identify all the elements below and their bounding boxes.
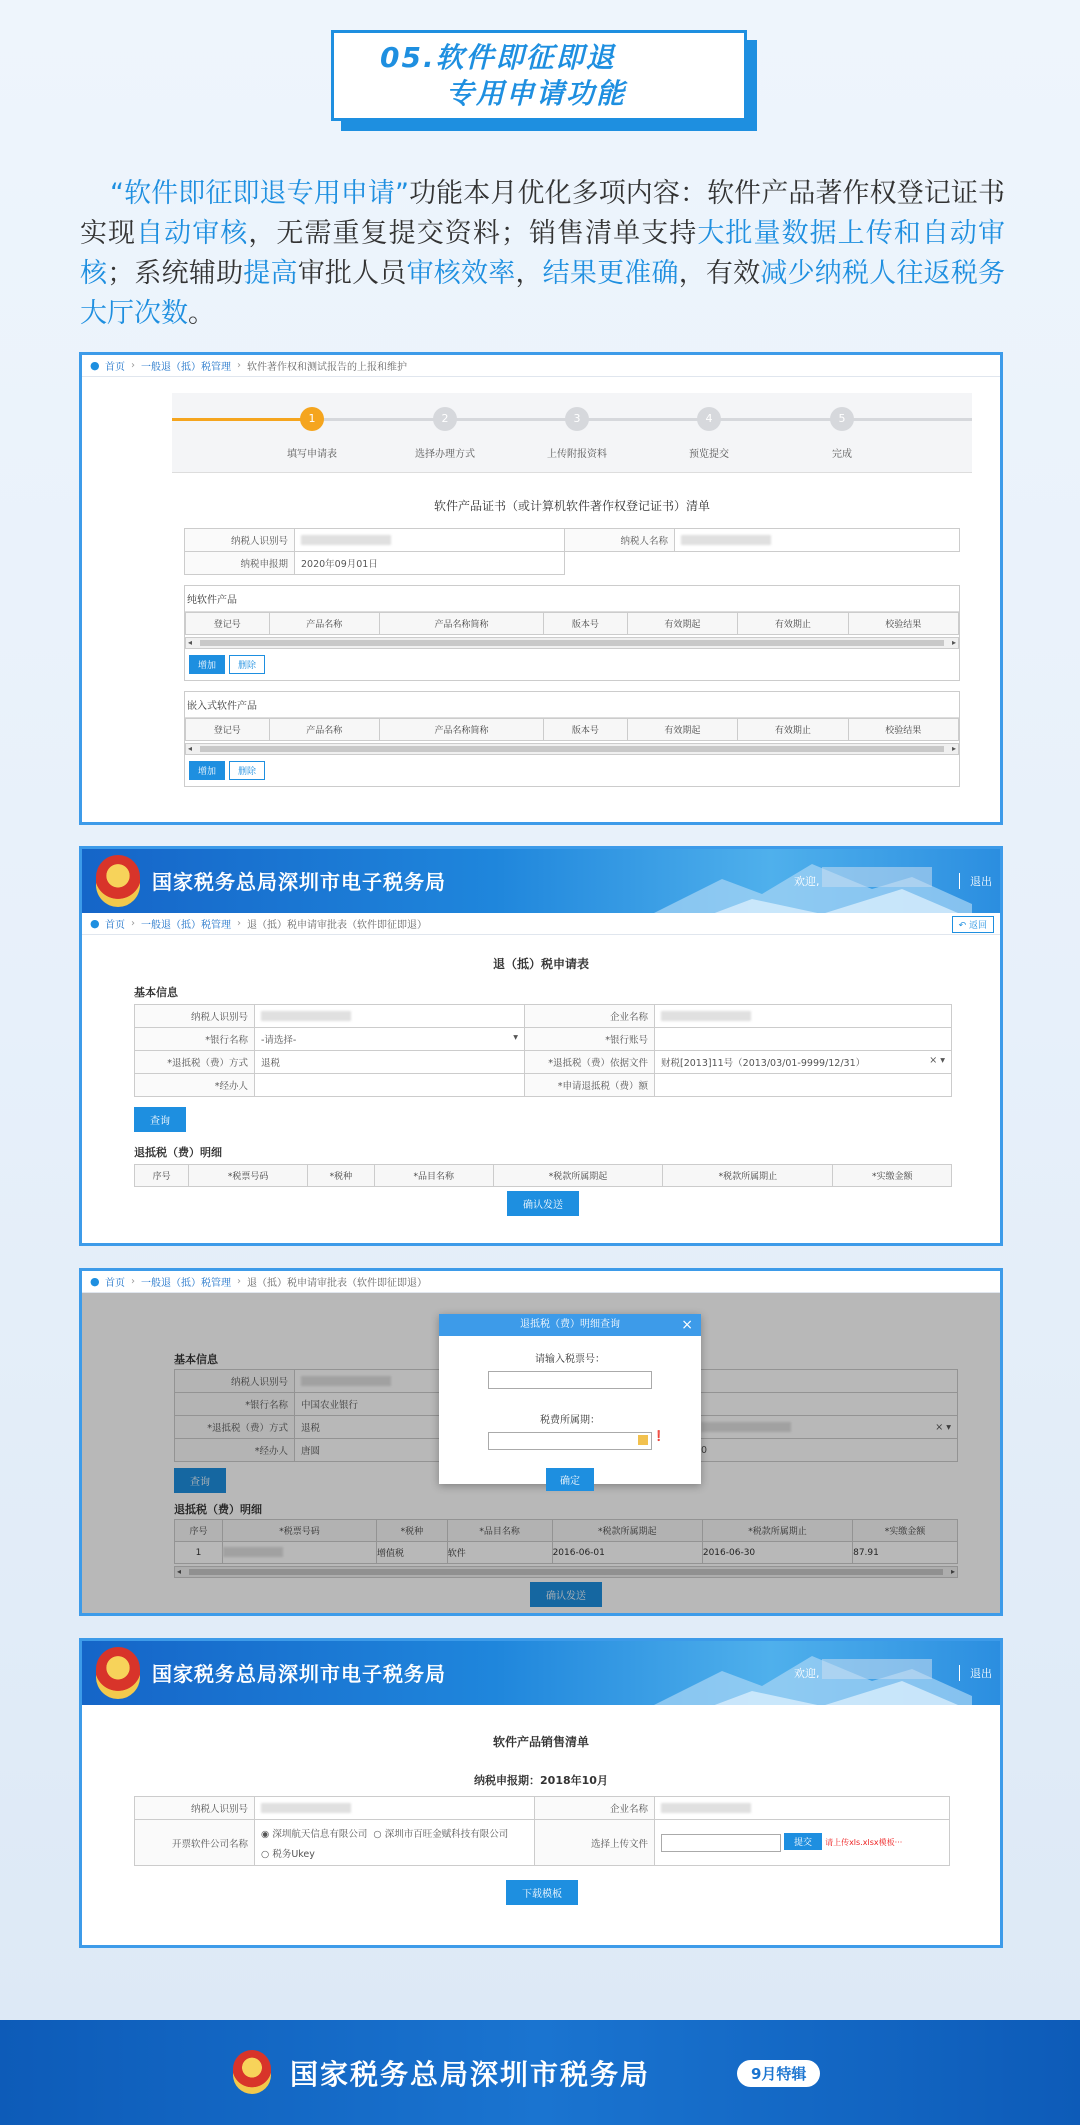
period-label: 纳税申报期：2018年10月 [474, 1774, 608, 1787]
company-field[interactable] [655, 1797, 950, 1820]
upload-cell [655, 1820, 950, 1866]
intro-text: ，有效 [678, 258, 761, 289]
refund-amount-field[interactable]: 0 [695, 1439, 958, 1462]
label-bank-name: *银行名称 [135, 1028, 255, 1051]
billing-software-options [255, 1820, 535, 1866]
intro-quote: “软件即征即退专用申请” [110, 178, 409, 209]
clear-dropdown-icon: × ▾ [929, 1055, 945, 1066]
breadcrumb: ● 首页 › 一般退（抵）税管理 › 退（抵）税申请审批表（软件即征即退） ↶ 返回 [82, 913, 1000, 935]
radio[interactable]: ○ [373, 1828, 385, 1840]
refund-amount-field[interactable] [655, 1074, 952, 1097]
screenshot-refund-detail-query [79, 1268, 1003, 1616]
confirm-send-button[interactable]: 确认发送 [530, 1582, 602, 1607]
delete-button[interactable]: 删除 [229, 655, 265, 674]
step-1: 1 填写申请表 [267, 407, 357, 460]
col-header: 有效期起 [627, 613, 737, 635]
col-header: 登记号 [186, 613, 270, 635]
footer-title: 国家税务总局深圳市税务局 [290, 2058, 651, 2091]
label-billing-software: 开票软件公司名称 [135, 1820, 255, 1866]
back-arrow-icon: ↶ [958, 921, 969, 931]
horizontal-scrollbar[interactable]: ◂ ▸ [185, 743, 959, 755]
site-title: 国家税务总局深圳市电子税务局 [152, 1662, 446, 1686]
label-taxpayer-id: 纳税人识别号 [135, 1797, 255, 1820]
basis-doc-select[interactable]: 财税[2013]11号（2013/03/01-9999/12/31） × ▾ [655, 1051, 952, 1074]
screenshot-refund-application [79, 846, 1003, 1246]
col-header: *税种 [377, 1520, 448, 1542]
screenshot-certificate-list [79, 352, 1003, 825]
national-emblem-icon [96, 855, 140, 907]
intro-text: ， [515, 258, 543, 289]
bank-field[interactable]: 中国农业银行 [295, 1393, 565, 1416]
step-5: 5 完成 [797, 407, 887, 460]
breadcrumb-refund[interactable]: 一般退（抵）税管理 [141, 362, 231, 373]
national-emblem-icon [96, 1647, 140, 1699]
col-header: *品目名称 [447, 1520, 552, 1542]
ticket-number-input[interactable] [488, 1371, 652, 1389]
label-taxpayer-id: 纳税人识别号 [175, 1370, 295, 1393]
file-input[interactable] [661, 1834, 781, 1852]
label-refund-method: *退抵税（费）方式 [135, 1051, 255, 1074]
section-title [331, 30, 757, 131]
label-upload-file: 选择上传文件 [535, 1820, 655, 1866]
screenshot-sales-list [79, 1638, 1003, 1948]
breadcrumb-home[interactable]: 首页 [105, 362, 125, 373]
add-button[interactable]: 增加 [189, 655, 225, 674]
breadcrumb-current: 退（抵）税申请审批表（软件即征即退） [247, 920, 427, 931]
calendar-icon[interactable] [638, 1435, 648, 1445]
refund-method-field[interactable]: 退税 [295, 1416, 565, 1439]
option-label: 税务Ukey [272, 1848, 315, 1860]
clear-dropdown-icon: × ▾ [935, 1421, 951, 1433]
dropdown-arrow-icon: ▾ [513, 1032, 518, 1043]
label-taxpayer-name: 纳税人名称 [565, 529, 675, 552]
company-field[interactable] [655, 1005, 952, 1028]
refund-method-field[interactable]: 退税 [255, 1051, 525, 1074]
radio[interactable]: ○ [261, 1848, 273, 1860]
breadcrumb-home[interactable]: 首页 [105, 920, 125, 931]
breadcrumb-home[interactable]: 首页 [105, 1278, 125, 1289]
pure-software-section [184, 585, 960, 681]
col-header: 序号 [175, 1520, 223, 1542]
issue-badge: 9月特辑 [737, 2060, 820, 2087]
col-header: 产品名称 [269, 719, 379, 741]
label-company: 企业名称 [535, 1797, 655, 1820]
col-header: *税票号码 [223, 1520, 377, 1542]
label-bank-name: *银行名称 [175, 1393, 295, 1416]
horizontal-scrollbar[interactable]: ◂ ▸ [174, 1566, 958, 1578]
welcome-text: 欢迎, [794, 875, 820, 888]
modal-label-ticket: 请输入税票号： [535, 1354, 605, 1365]
confirm-send-button[interactable]: 确认发送 [507, 1191, 579, 1216]
step-progress [172, 393, 972, 473]
form-title: 软件产品销售清单 [492, 1735, 589, 1749]
taxpayer-id-field[interactable] [255, 1005, 525, 1028]
form-area [172, 393, 972, 817]
radio-selected[interactable]: ◉ [261, 1828, 273, 1840]
intro-highlight: 结果更准确 [542, 258, 679, 289]
site-banner [82, 1641, 1000, 1705]
col-header: *税款所属期止 [702, 1520, 852, 1542]
form-title: 退（抵）税申请表 [492, 957, 589, 971]
label-period: 纳税申报期 [185, 552, 295, 575]
intro-highlight: 大批量数据上传和自动审核 [80, 218, 1005, 289]
embedded-software-grid [185, 718, 959, 741]
embedded-software-section [184, 691, 960, 787]
col-header: 校验结果 [848, 613, 958, 635]
label-refund-amount: *申请退抵税（费）额 [525, 1074, 655, 1097]
col-header: 版本号 [544, 613, 628, 635]
submit-upload-button[interactable]: 提交 [784, 1833, 822, 1850]
section-heading: 嵌入式软件产品 [185, 692, 959, 718]
back-button[interactable]: ↶ 返回 [952, 916, 994, 933]
col-header: *税票号码 [189, 1165, 308, 1187]
bank-select[interactable]: -请选择- ▾ [255, 1028, 525, 1051]
add-button[interactable]: 增加 [189, 761, 225, 780]
logout-link[interactable]: 退出 [959, 1665, 992, 1681]
page-footer [0, 2020, 1080, 2125]
user-name-blurred [822, 1659, 932, 1679]
title-box [331, 30, 747, 121]
col-header: *税种 [307, 1165, 374, 1187]
basic-info-heading: 基本信息 [174, 1353, 218, 1366]
intro-text: ，无需重复提交资料；销售清单支持 [248, 218, 698, 249]
label-taxpayer-id: 纳税人识别号 [185, 529, 295, 552]
site-title: 国家税务总局深圳市电子税务局 [152, 870, 446, 894]
col-header: *税款所属期起 [552, 1520, 702, 1542]
breadcrumb-current: 退（抵）税申请审批表（软件即征即退） [247, 1278, 427, 1289]
intro-text: 审批人员 [297, 258, 407, 289]
logout-link[interactable]: 退出 [959, 873, 992, 889]
table-row[interactable]: 1 增值税 软件 2016-06-01 2016-06-30 87.91 [175, 1542, 958, 1564]
tax-period-input[interactable] [488, 1431, 665, 1450]
label-company: 企业名称 [525, 1005, 655, 1028]
location-pin-icon: ● [90, 1275, 100, 1288]
intro-text: 。 [188, 298, 215, 329]
intro-highlight: 减少纳税人往返税务大厅次数 [80, 258, 1006, 329]
step-3: 3 上传附报资料 [532, 407, 622, 460]
col-header: *实缴金额 [833, 1165, 952, 1187]
label-taxpayer-id: 纳税人识别号 [135, 1005, 255, 1028]
col-header: *品目名称 [374, 1165, 493, 1187]
site-banner [82, 849, 1000, 913]
handler-field[interactable] [255, 1074, 525, 1097]
query-button[interactable]: 查询 [174, 1468, 226, 1493]
intro-text: 功能本月优化多项内容：软件产品著作权登记证书实现 [80, 178, 1005, 249]
breadcrumb-refund[interactable]: 一般退（抵）税管理 [141, 1278, 231, 1289]
intro-paragraph [80, 174, 1005, 334]
taxpayer-info-table [184, 528, 960, 575]
detail-heading: 退抵税（费）明细 [174, 1503, 262, 1516]
modal-label-period: 税费所属期： [540, 1415, 600, 1426]
delete-button[interactable]: 删除 [229, 761, 265, 780]
section-heading: 纯软件产品 [185, 586, 959, 612]
breadcrumb-refund[interactable]: 一般退（抵）税管理 [141, 920, 231, 931]
title-line-2: 专用申请功能 [446, 76, 627, 110]
intro-highlight: 自动审核 [136, 218, 249, 249]
national-emblem-icon [233, 2050, 271, 2094]
welcome-text: 欢迎, [794, 1667, 820, 1680]
col-header: 产品名称简称 [380, 719, 544, 741]
download-template-button[interactable]: 下载模板 [506, 1880, 578, 1905]
label-bank-account: *银行账号 [525, 1028, 655, 1051]
col-header: *税款所属期止 [663, 1165, 833, 1187]
intro-text: ；系统辅助 [107, 258, 244, 289]
col-header: 登记号 [186, 719, 270, 741]
intro-highlight: 审核效率 [406, 258, 516, 289]
label-handler: *经办人 [135, 1074, 255, 1097]
user-name-blurred [822, 867, 932, 887]
col-header: *税款所属期起 [493, 1165, 663, 1187]
breadcrumb: ● 首页 › 一般退（抵）税管理 › 软件著作权和测试报告的上报和维护 [82, 355, 1000, 377]
modal-ok-button[interactable]: 确定 [546, 1468, 594, 1491]
period-value: 2020年09月01日 [295, 552, 565, 575]
label-basis-doc: *退抵税（费）依据文件 [525, 1051, 655, 1074]
taxpayer-id-field[interactable] [255, 1797, 535, 1820]
breadcrumb-current: 软件著作权和测试报告的上报和维护 [247, 362, 407, 373]
location-pin-icon: ● [90, 359, 100, 372]
detail-heading: 退抵税（费）明细 [134, 1146, 222, 1159]
upload-hint: 请上传xls.xlsx模板··· [825, 1838, 903, 1848]
error-icon: ❗ [652, 1431, 665, 1442]
col-header: *实缴金额 [853, 1520, 958, 1542]
taxpayer-id-value [295, 529, 565, 552]
col-header: 有效期起 [627, 719, 737, 741]
close-icon[interactable]: × [681, 1317, 693, 1333]
label-handler: *经办人 [175, 1439, 295, 1462]
basic-info-table [134, 1004, 952, 1097]
col-header: 产品名称 [269, 613, 379, 635]
intro-highlight: 提高 [243, 258, 298, 289]
bank-account-field[interactable] [655, 1028, 952, 1051]
label-refund-method: *退抵税（费）方式 [175, 1416, 295, 1439]
detail-query-modal [439, 1314, 701, 1487]
handler-field[interactable]: 唐圆 [295, 1439, 565, 1462]
sales-list-form [134, 1796, 950, 1866]
taxpayer-name-value [675, 529, 960, 552]
location-pin-icon: ● [90, 917, 100, 930]
col-header: 校验结果 [848, 719, 958, 741]
option-label: 深圳市百旺金赋科技有限公司 [384, 1828, 509, 1840]
step-4: 4 预览提交 [664, 407, 754, 460]
refund-detail-grid [134, 1164, 952, 1187]
pure-software-grid [185, 612, 959, 635]
col-header: 有效期止 [738, 719, 848, 741]
col-header: 版本号 [544, 719, 628, 741]
option-label: 深圳航天信息有限公司 [272, 1828, 368, 1840]
horizontal-scrollbar[interactable]: ◂ ▸ [185, 637, 959, 649]
title-line-1: 05.软件即征即退 [380, 40, 616, 74]
basic-info-heading: 基本信息 [134, 986, 178, 999]
breadcrumb: ● 首页 › 一般退（抵）税管理 › 退（抵）税申请审批表（软件即征即退） [82, 1271, 1000, 1293]
col-header: 序号 [135, 1165, 189, 1187]
query-button[interactable]: 查询 [134, 1107, 186, 1132]
col-header: 产品名称简称 [380, 613, 544, 635]
step-2: 2 选择办理方式 [400, 407, 490, 460]
form-title: 软件产品证书（或计算机软件著作权登记证书）清单 [433, 499, 710, 513]
col-header: 有效期止 [738, 613, 848, 635]
modal-header: 退抵税（费）明细查询 × [439, 1314, 701, 1336]
